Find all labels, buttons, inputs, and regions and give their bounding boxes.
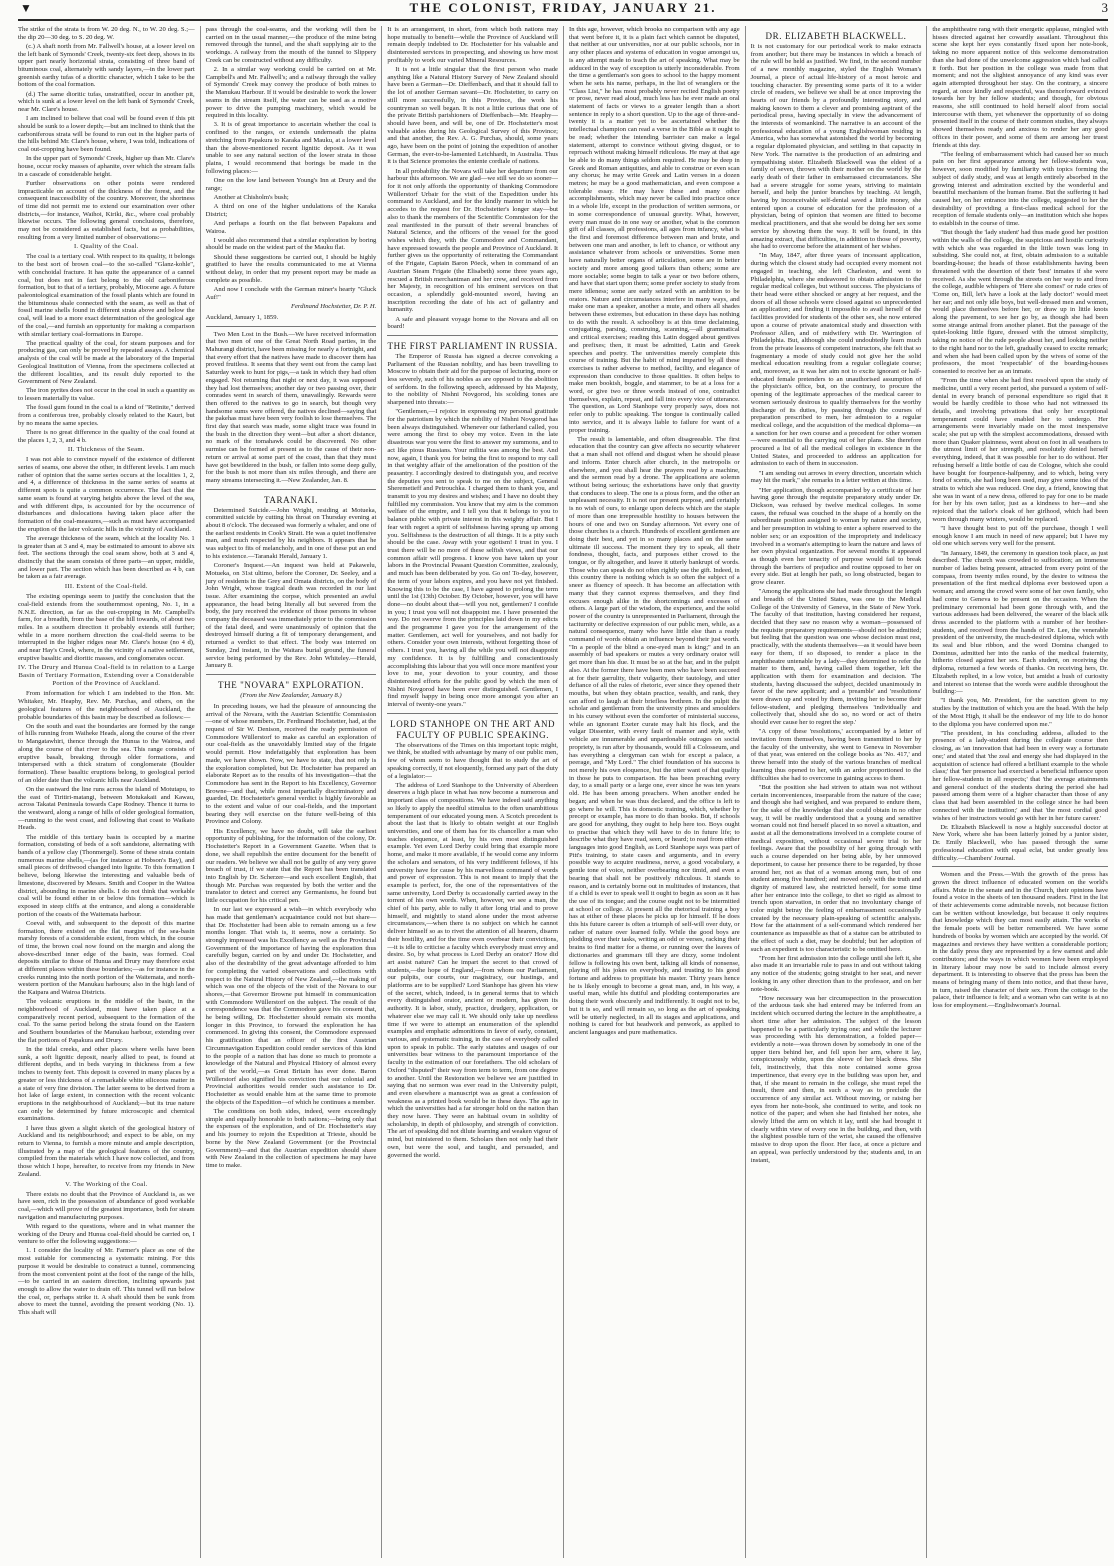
- column-5: [745, 26, 927, 1558]
- paragraph: "But the position she had striven to attain was not without certain inconveniences, inseparable from the nature of the case; and though she had weighed, and was prepared to endure them, for the sake of the knowledge that she could obtain in no other way, it will be readily understood that a young and sensitive woman could not find herself placed in so novel a situation, and assist at all the demonstrations involved in a complete course of medical exposition, without occasional severe trial to her feelings. Aware that the possibility of her going through with such a course depended on her being able, by her unmoved deportment, to cause her presence there to be regarded, by those around her, not as that of a woman among men, but of one student among five hundred; and moved only with the truth and dignity of matured law, she restricted herself, for some time after her entrance into the college, to diet so rigid as almost to trench upon starvation, in order that no involuntary change of color might betray the feeling of embarrassment occasionally created by the necessary plain-speaking of scientific analysis. How far the attainment of a self-command which rendered her countenance as impassible as that of a statue can be attributed to the effect of such a diet, may be doubtful; but her adoption of such an expedient is too characteristic to be omitted here.: [750, 783, 922, 953]
- paragraph: In this age, however, which brooks no comparison with any age that went before it, it is a plain fact which cannot be disputed, that neither at our universities, nor at our public schools, nor in any other places and systems of education in vogue amongst us, is any attempt made to teach the art of speaking. What may be adduced in the way of exception is utterly inconsiderable. From the time a gentleman's son goes to school to the happy moment when he sets his name, perhaps, in the list of wranglers or the "Class List," he has most probably never recited English poetry or prose, never read aloud, much less has he ever made an oral statement of facts or views to a greater length than a short sentence in reply to a short question. Up to the age of three-and-twenty it is a matter yet to be ascertained whether the intellectual champion can read a verse in the Bible as it ought to be read; whether the intending barrister can make a legal statement, attempt to convince without giving disgust, or to reproach without making himself ridiculous. He may at that age be able to do many things seldom required. He may be deep in Greek and Roman antiquities, and able to construe or even scan any chorus; he may write Greek and Latin verses in a dozen metres; he may be a good mathematician, and even compose a tolerable essay. He may have these and many other accomplishments, which may never be called into practice once in a whole life, except in the production of written sermons, or in some correspondence of unusual gravity. What, however, every man must do in one way or another, what is the common gift of all classes, all professions, all ages from infancy, what is the first and foremost difference between man and brute, and between one man and another, is left to chance, or without any assistance whatever from schools or universities. Some men have naturally better organs of articulation, some are in better society and more among good talkers than others; some are more sociable; some begin to talk a year or two before others, and have that start upon them; some prefer society to study from mere idleness; some are early seized with an ambition to be orators. Nature and circumstances interfere in many ways, and make one man a speaker, another a mute, and others all shades between these extremes, but education in these days has nothing to do with the result. A schoolboy is at this time declaiming, conjugating, parsing, construing, scanning,—all grammatical and critical exercises; reading this Latin dogged about gentives and prefixes; then, it must be admitted, Latin and Greek speeches and poetry. The universities merely complete this course of training. But the habit of mind imparted by all these exercises is rather adverse to method, facility, and elegance of expression than conducive to those qualities. It often helps to make men bookish, boggle, and stammer, to be at a loss for a word, or give two or three words instead of one, contradict themselves, explain, repeat, and fall into every vice of utterance. The question, as Lord Stanhope very properly says, does not refer only to public speaking. The tongue is continually called into service, and it is always liable to failure for want of a proper training.: [569, 26, 740, 434]
- article-heading: DR. ELIZABETH BLACKWELL.: [765, 31, 907, 41]
- paragraph: The conditions on both sides, indeed, were exceedingly simple and equally honorable to both nations;—being only that the expenses of the exploration, and of Dr. Hochstetter's stay and his journey to rejoin the Expedition at Trieste, should be borne by the New Zealand Government (or the Provincial Government)—and that the Austrian expedition should share with New Zealand in the collection of specimens he may have time to make.: [205, 1108, 377, 1169]
- column-6: [926, 26, 1108, 1558]
- paragraph: "In January, 1849, the ceremony in question took place, as just described. The church was crowded to suffocation; an immense number of ladies being present, attracted from every point of the compass, from twenty miles round, by the desire to witness the presentation of the first medical diploma ever bestowed upon a woman; and among the crowd were some of her own family, who had come to Geneva to be present on the occasion. When the preliminary ceremonial had been gone through with, and the various addresses had been delivered, the wearer of the black silk dress ascended to the platform with a number of her brother-students, and received from the hands of Dr. Lee, the venerable president of the university, the much-desired diploma, which with its seal and blue ribbon, and the word Domina changed to Dominus, admitted her into the ranks of the medical fraternity, hitherto closed against her sex. Each student, on receiving the diploma, returned a few words of thanks. On receiving hers, Dr. Elizabeth replied, in a low voice, but amidst a hush of curiosity and interest so intense that the words were audible throughout the building:—: [932, 549, 1108, 696]
- masthead: [18, 0, 1108, 18]
- paragraph: The existing openings seem to justify the conclusion that the coal-field extends from the southernmost opening, No. 1, in a N.N.E. direction, as far as the out-cropping in Mr. Campbell's farm, for a breadth, from the base of the hill towards, of about two miles. In a southern direction it probably extends still further; while in a more northern direction the coal-field seems to be interrupted in the higher ridges near Mr. Clare's house (no 4 d), and near Hay's Creek, where, in the vicinity of a native settlement, eruptive basaltic and dioritic masses, and conglomerates occur.: [18, 593, 195, 662]
- paragraph: One on the low land between Young's Inn at Drury and the range;: [205, 176, 377, 192]
- paragraph: The average thickness of the seam, which at the locality No. 1 is greater than at 3 and 4, may be estimated to amount to above six feet. The sections through the coal seam show, both at 3 and 4, distinctly that the seam consists of three parts—an upper, middle, and lower part. The section which has been described as 4 b, can be taken as a fair average.: [18, 534, 195, 581]
- paragraph: "Among the applications she had made throughout the length and breadth of the United States, was one to the Medical College of the University of Geneva, in the State of New York. The faculty of that institution, having considered her request, decided that they saw no reason why a woman—possessed of the requisite preparatory requirements—should not be admitted; but feeling that the question was one whose decision must rest, practically, with the students themselves—as it would have been easy for them, if so disposed, to render a place in the amphitheatre untenable by a lady—they determined to refer the matter to them, and, having called them together, left the application with them for examination and decision. The students, having discussed the subject, decided unanimously in favor of the new applicant; and a 'preamble' and 'resolutions' were drawn up and voted by them, inviting her to become their fellow-student, and pledging themselves 'individually and collectively that, should she do so, no word or act of theirs should ever cause her to regret the step.': [750, 588, 922, 727]
- paragraph: "From her first admission into the college until she left it, she also made it an invariable rule to pass in and out without taking any notice of the students; going straight to her seat, and never looking in any other direction than to the professor, and on her note-book.: [750, 954, 922, 993]
- paragraph: 1. I consider the locality of Mr. Farmer's place as one of the most suitable for commencing a systematic mining. For this purpose it would be desirable to construct a tunnel, commencing from the most convenient point at the foot of the range of the hills,—to be carried in an eastern direction, inclining upwards just enough to allow the water to drain off. This tunnel will run below the coal, or, perhaps strike it. A shaft should then be sunk from above to meet the tunnel, avoiding the present working (No. 1). This shaft will: [18, 1247, 195, 1317]
- section-divider: [387, 335, 558, 336]
- section-divider: [206, 326, 377, 327]
- paragraph: Another at Chisholm's bush;: [213, 193, 289, 201]
- paragraph: The strike of the strata is from W. 20 deg. N., to W. 20 deg. S.;—the dip 20—30 deg. to S. 20 deg. W.: [18, 26, 195, 41]
- column-2: [200, 26, 382, 1558]
- article-columns: [18, 26, 1108, 1558]
- column-3: [381, 26, 563, 1558]
- paragraph: "From the time when she had first resolved upon the study of medicine, until a very recent period, she pursued a system of self-denial in every branch of personal expenditure so rigid that it would be hardly credible to those who had not witnessed its details, and involving privations that only her exceptional temperament could have enabled her to undergo. Her arrangements were invariably made on the most inexpensive scale; she put up with the simplest accommodations, dressed with more than Quaker plainness, went about on foot in all weathers to the utmost limit of her strength, and resolutely denied herself everything, indeed, that it was possible for her to do without. Her refusing herself a little bottle of cau de Cologne, which she could have bought for fourpence-halfpenny, and to which, being very fond of scents, she had long been used, may give some idea of the straits to which she was reduced. One day, a friend, knowing that she was in want of a new dress, offered to pay for one to be made for her by his own tailor, just as a kindness to her—and she rejoiced that the tailor's cloak of her girlhood, which had been worn through many winters, would be replaced.: [932, 377, 1108, 523]
- paragraph: "Gentlemen,—I rejoice in expressing my personal gratitude for the patriotism by which the nobility of Nishni Novgorod has been always distinguished. Whenever our fatherland called, you were among the first to obey my voice. Even in the late disastrous war you were the first to answer my summons, and to act like pious Russians. Your militia was among the best. And now, again, I thank you for being the first to respond to my call in that weighty affair of the amelioration of the position of the peasantry. I accordingly desired to distinguish you, and receive the deputies you sent to speak to me on the subject, General Sheremetieff and Petrouchka. I charged them to thank you, and transmit to you my desires and wishes; and I have no doubt they fulfilled my commission. You know that my aim is the common welfare of the empire, and I tell you that it belongs to you to balance public with private interest in this weighty affair. But I fear with regret a spirit of selfishness having sprung up among you. Selfishness is the destruction of all things. It is a pity such should be the case. Away with your egotism! I trust in you. I trust there will be no more of these selfish views, and that our common affair will progress. I know you have taken up your labors in the Provincial Peasant Question Committee, zealously, and much has been deliberated by you. Go on! To-day, however, the term of your labors expires, and you have not yet finished. Knowing this to be the case, I have agreed to prolong the term until the 1st (13th) October. By October, however, you will have done—no doubt about that—will you not, gentlemen? I confide in you; I trust you will not disappoint me. I have presented the way. Do not swerve from the principles laid down in my edicts and the programme I gave you for the arrangement of the matter. Gentlemen, act well for yourselves, and not badly for others. Consider your own interests, without forgetting those of others. I trust you, having all the while you will not disappoint my confidence. It is by fulfilling and conscientiously accomplishing this labour that you will once more manifest your love to me, your devotion to your country, and those disinterested efforts for the public good by which the men of Nishni Novgorod have been ever distinguished. Gentlemen, I find myself happy in being once more amongst you after an interval of twenty-one years.": [387, 408, 558, 709]
- section-label: I. Quality of the Coal.: [73, 243, 139, 251]
- paragraph: The Emperor of Russia has signed a decree convoking a Parliament of the Russian nobility, and has been travelling to Moscow to obtain their aid for the purpose of lecturing, more or less severely, such of his nobles as are opposed to the abolition of serfdom. In the following speech, addressed by his Majesty, to the nobility of Nishni Novgorod, his scolding tones are sharpened into threats:—: [387, 352, 558, 407]
- paragraph: (d.) The same dioritic tufas, unstratified, occur in another pit, which is sunk at a lower level on the left bank of Symonds' Creek, near Mr. Clare's house.: [18, 90, 195, 114]
- paragraph: His Excellency, we have no doubt, will take the earliest opportunity of publishing, for the information of the colony, Dr. Hochstetter's Report in a Government Gazette. When that is done, we shall republish the entire document for the benefit of our readers. We believe we shall not be guilty of any very grave breach of trust, if we state that the Report has been translated into English by Dr. Scherzer—and such excellent English, that though Mr. Purchas was requested by both the writer and the translator to detect and correct any Germanisms, he found but little occupation for his critical pen.: [205, 827, 377, 905]
- paragraph: There exists no doubt that the Province of Auckland is, as we have seen, rich in the possession of abundance of good workable coal,—which will prove of the greatest importance, both for steam navigation and manufacturing purposes.: [18, 1190, 195, 1221]
- section-divider: [206, 674, 377, 675]
- paragraph: Dr. Elizabeth Blackwell is now a highly successful doctor at New York, where she has been latterly joined by a junior sister, Dr. Emily Blackwell, who has passed through the same professional education with equal eclat, but under greatly less difficulty.—Chambers' Journal.: [932, 823, 1108, 862]
- paragraph: On the south and east the boundaries are formed by the range of hills running from Waiheke Heads, along the course of the river to Mangatawhiri, thence through the Hunua to the Wairoa, and along the course of that river to the sea. This range consists of eruptive basalt, breaking through older formations, and interspersed with a thick stratum of conglomerate (Boulder formation). These basaltic eruptions belong, to geological period of an older date than the volcanic hills near Auckland.: [18, 722, 195, 784]
- paragraph: "Her application, though accompanied by a certificate of her having gone through the requisite preparatory study under Dr. Dickson, was refused by twelve medical colleges. In some cases, the refusal was couched in the shape of a homily on the subordinate position assigned to woman by nature and society, and her presumption in wishing to enter a sphere reserved to the nobler sex; or an exposition of the impropriety and indelicacy involved in a woman's attempting to learn the nature and laws of her own physical organization. For several months it appeared as though even her tenacity of purpose would fail to break through the barriers of prejudice and routine opposed to her on every side. But at length her path, so long obstructed, began to grow clearer.: [750, 486, 922, 587]
- paragraph: "In May, 1847, after three years of incessant application, during which the closest study had occupied every moment not engaged in teaching, she left Charleston, and went to Philadelphia, where she endeavored to obtain admission to the regular medical colleges, but without success. The physicians of their head were either shocked or angry at her request, and the doors of all those schools were closed against so unprecedented an application; and finding it impossible to avail herself of the facilities provided for students of the other sex, she now entered upon a course of private anatomical study and dissection with Professor Allen, and of midwifery with Dr. Warrington of Philadelphia. But, although she could undoubtedly learn much from the private lessons of competent instructors, she felt that so fragmentary a mode of study could not give her the solid medical education resulting from a regular collegiate course; and, moreover, as it was her aim not to excite ignorant or half-educated female pretenders to an unauthorised assumption of the physician's office, but, on the contrary, to procure the opening of the legitimate approaches of the medical career to women seriously desirous to qualify themselves for the worthy discharge of its duties, by passing through the courses of preparation prescribed to men, her admission to a regular medical college, and the acquisition of the medical diploma—as a sanction for her own course and a precedent for other women—were essential to the carrying out of her plans. She therefore procured a list of all the medical colleges in existence in the United States, and proceeded to address an application for admission to each of them in succession.: [750, 252, 922, 468]
- paragraph: And now I conclude with the German miner's hearty "Gluck Auf!": [205, 286, 377, 301]
- page-number: 3: [1101, 0, 1108, 15]
- paragraph: In the upper part of Symonds' Creek, higher up than Mr. Clare's house, occur rocky masses of aphanite, over which the stream falls in a cascade of considerable height.: [18, 155, 195, 178]
- section-divider: [206, 489, 377, 490]
- paragraph: The observations of the Times on this important topic might, we think, be studied with advantage by many of our public men, few of whom seem to have thought that to study the art of speaking correctly, if not eloquently, formed any part of the duty of a legislator:—: [387, 741, 558, 780]
- corner-mark: ▼: [20, 1, 31, 15]
- paragraph: 2. In a similar way working could be carried on at Mr. Campbell's and Mr. Fallwell's; and a railway through the valley of Symonds' Creek may convey the produce of both mines to the Manukau Harbour. If it would be desirable to work the lower seams in the stream itself, the water can be used as a motive power to drive the pumping machinery, which would be required in this locality.: [205, 66, 377, 120]
- paragraph: On the eastward the line runs across the island of Motutapu, to the east of Tiritiri-matangi, between Motukakaii and Kawau, across Takatai Peninsula towards Cape Rodney. Thence it turns to the westward, along a range of hills of older geological formation,—running to the west coast, and following that coast to Waikato Heads.: [18, 785, 195, 832]
- paragraph: Further observations on other points were rendered impracticable on account of the thickness of the forest, and the consequent inaccessibility of the country. Moreover, the shortness of time did not permit me to extend our examination over other districts,—for instance, Waihoi, Kiriki, &c., where coal probably likewise occurs. The following general conclusions, therefore, may not be considered as established facts, but as probabilities, resulting from a very limited number of observations:—: [18, 179, 195, 241]
- paragraph: Women and the Press.—With the growth of the press has grown the direct influence of educated women on the world's affairs. Mute in the senate and in the Church, their opinions have found a voice in the sheets of ten thousand readers. First in the list of their achievements come admirable novels, not because fiction can be written without knowledge, but because it only requires that knowledge which they can most easily attain. The works of the female poets will be better remembered. We have some hundreds of books by women which are accepted by the world. Of magazines and reviews they have written a considerable portion; in the daily press they are represented by a few earnest and able contributors; and the ways in which women have been employed in literary labour may now be said to include almost every department. It is interesting to observe that the press has been the means of bringing many of them into notice, and that these have, in turn, raised the character of their sex. From the cottage to the palace, their influence is felt; and a woman who can write is at no loss for employment.—Englishwoman's Journal.: [932, 871, 1108, 1010]
- paragraph: In all probability the Novara will take her departure from our harbour this afternoon. We are glad—we still we do so sooner—for it not only affords the opportunity of thanking Commodore Wüllerstorf Urbair for the visit of the Expedition under his command to Auckland, and for the kindly manner in which he accedes to the request for Dr. Hochstetter's longer stay—but also to thank the members of the Scientific Commission for the zeal manifested in the pursuit of their several branches of Natural Science, and the officers of the vessel for the good wishes which they, with the Commodore and Commandant, have expressed towards the people and Province of Auckland. It further gives us the opportunity of reiterating the Commandant of the Frigate, Captain Baron Pöeck, when in command of an Austrian Steam Frigate (the Elisabeth) some three years ago, rescued a British merchantman and her crew, and received from her Majesty, in recognition of his eminent services on that occasion, a splendidly gold-mounted sword, having an inscription recording the date of his act of gallantry and humanity.: [387, 167, 558, 314]
- paragraph: From information for which I am indebted to the Hon. Mr. Whitaker, Mr. Heaphy, Rev. Mr. Purchas, and others, on the geological features of the neighbourhood of Auckland, the probable boundaries of this basin may be described as follows:—: [18, 690, 195, 721]
- paragraph: "But though the 'lady student' had thus made good her position within the walls of the college, the suspicious and hostile curiosity with which she was regarded in the little town was long in subsiding. She could not, at first, obtain admission to a suitable boarding-house; the heads of those establishments having been threatened with the desertion of their 'best' inmates if she were received. As she went through the streets on her way to and from the college, audible whispers of 'Here she comes!' or rude cries of 'Come on, Bill, let's have a look at the lady doctor!' would meet her ear; and not only idle boys, but well-dressed men and women, would place themselves before her, or draw up in little knots along the pavement, to see her go by, as though she had been some strange animal from another planet. But the passage of the quiet-looking little figure, dressed with the utmost simplicity, taking no notice of the rude people about her, and looking neither to the right hand nor to the left, gradually ceased to excite remark; and when she had been called upon by the wives of some of the professors, the most 'respectable' of the boarding-houses consented to receive her as an inmate.: [932, 229, 1108, 375]
- paragraph: pass through the coal-seams, and the working will then be carried on in the usual manner,—the produce of the mine being removed through the tunnel, and the shaft supplying air to the workings. A railway from the mouth of the tunnel to Slippery Creek can be constructed without any difficulty.: [205, 26, 377, 64]
- paragraph: It is not customary for our periodical work to make extracts from another; but there may be instances in which a breach of the rule will be held as justified. We find, in the second number of a new monthly magazine, styled the English Woman's Journal, a piece of actual life-history of a most heroic and touching character. By presenting some parts of it to a wider circle of readers, we believe we shall be at once improving the hearts of our friends by a profoundly interesting story, and making known to them a clever and promising aspirant of the periodical press, having specially in view the advancement of the interests of womankind. The narrative is an account of the professional education of a young Englishwoman residing in America, who has somewhat astonished the world by becoming a regular diplomated physician, and settling in that capacity in New York. The narrative is the production of an admiring and sympathising sister. Elizabeth Blackwell was the eldest of a family of seven, thrown with their mother on the world by the early death of their father in embarrassed circumstances. She had a severe struggle for some years, striving to maintain herself, and help the junior branches by teaching. At length, having by inconceivable self-denial saved a little money, she entered upon a course of education for the profession of a physician, being of opinion that women are fitted to become medical practitioners, and that she would be doing her sex some service by showing them the way. It will be found, in this amazing extract, that difficulties, in addition to those of poverty, she had to overcome before the attainment of her wishes.: [750, 43, 922, 251]
- column-4: [563, 26, 745, 1558]
- paragraph: It is an arrangement, in short, from which both nations may hope mutually to benefit—while the Province of Auckland will remain deeply indebted to Dr. Hochstetter for his valuable and disinterested services in prospecting, and showing us how most profitably to work our varied Mineral Resources.: [387, 26, 558, 64]
- paragraph: I was not able to convince myself of the existence of different series of seams, one above the other, in different levels. I am much rather of opinion that the same series occurs at the localities 1, 2, and 4, a difference of thickness in the same series of seams at different spots is quite a common occurrence. The fact that the same seam is found at varying heights above the level of the sea, and with different dips, is accounted for by the occurrence of disturbances and dislocations having taken place after the formation of the coal-measures,—such as must have accompanied the eruption of the later volcanic hills in the vicinity of Auckland.: [18, 456, 195, 533]
- paragraph: the amphitheatre rang with their energetic applause, mingled with hisses directed against her cowardly assailant. Throughout this scene she kept her eyes constantly fixed upon her note-book, taking no more apparent notice of this welcome demonstration than she had done of the unwelcome aggression which had called it forth. But her position in the college was made from that moment; and not the slightest annoyance of any kind was ever again attempted throughout her stay. On the contrary, a sincere regard, at once kindly and respectful, was thenceforward evinced towards her by her fellow students; and though, for obvious reasons, she still continued to hold herself aloof from social intercourse with them, yet whenever the opportunity of so doing presented itself in the course of their common studies, they always showed themselves ready and anxious to render her any good offices in their power, and some of them are among her truest friends at this day.: [932, 26, 1108, 149]
- author-signature: Ferdinand Hochstetter, Dr. P. H.: [290, 302, 377, 310]
- article-heading: LORD STANHOPE ON THE ART AND FACULTY OF PUBLIC SPEAKING.: [390, 718, 556, 740]
- paragraph: In our last we expressed a wish—in which everybody who has made that gentleman's acquaintance could not but share—that Dr. Hochstetter had been able to remain among us a few months longer. That wish is, it seems, now a certainty. So strongly impressed was his Excellency as well as the Provincial Government of the importance of having the exploration thus carefully begun, carried on by and under Dr. Hochstetter, and also of the desirability of the great advantage afforded to him for completing the varied observations and collections with respect to the Natural History of New Zealand,—the making of which was one of the objects of the visit of the Novara to our shores,—that Governor Browne put himself in communication with Commodore Wüllerstorf on the subject. The result of the correspondence was that the Commodore gave his consent that, he being willing, Dr. Hochstetter should remain six months longer in this Province, to forward the exploration he has commenced. In giving this consent, the Commodore expressed his gratification that an officer of the first Austrian Circumnavigation Expedition could render services of this kind to the people of a nation that has done so much to promote a knowledge of the Natural and Physical History of almost every part of the world,—as Great Britain has ever done. Baron Wüllerstorf also signified his conviction that our colonial and Provincial authorities would render such assistance to Dr. Hochstetter as would enable him at the same time to promote the objects of the Expedition—of which he continues a member.: [205, 906, 377, 1106]
- column-1: [18, 26, 200, 1558]
- paragraph: The fossil gum found in the coal is a kind of "Retinite," derived from a coniferous tree, probably closely related to the Kauri, but by no means the same species.: [18, 404, 195, 427]
- section-label: IV. The Drury and Hunua Coal-field is in relation to a Large Basin of Tertiary Formation, Extending over a Considerable Portion of the Province of Auckland.: [18, 664, 195, 688]
- paragraph: In preceding issues, we had the pleasure of announcing the arrival of the Novara, with the Austrian Scientific Commission—one of whose members, Dr. Ferdinand Hochstetter, had, at the request of Sir W. Denison, received the ready permission of Commodore Wüllerstorf to make as careful an exploration of our coal-fields as the unavoidably limited stay of the frigate would permit. How indefatigably that exploration has been made, we have shown. Now, we have to state, that not only is the exploration completed, but Dr. Hochstetter has prepared an elaborate Report as to the results of his investigation—that the Commodore has sent in the Report to his Excellency, Governor Browne—and that, while most impartially discriminatory and guarded, Dr. Hochstetter's general verdict is highly favorable as to the extent and value of our coal-fields, and the important bearing they will exercise on the future well-being of this Province and Colony.: [205, 702, 377, 826]
- paragraph: And perhaps a fourth on the flat between Papakura and Wairoa.: [205, 219, 377, 235]
- paragraph: The practical quality of the coal, for steam purposes and for producing gas, can only be proved by repeated assays. A chemical analysis of the coal will be made at the laboratory of the Imperial Geological Institution of Vienna, from the specimens collected at the different localities, and its result duly reported to the Government of New Zealand.: [18, 339, 195, 386]
- article-heading: THE "NOVARA" EXPLORATION.: [218, 679, 364, 690]
- header-rule: [18, 19, 1108, 21]
- paragraph: "I am sending out arrows in every direction, uncertain which may hit the mark," she remarks in a letter written at this time.: [750, 469, 922, 485]
- paragraph: A third on one of the higher undulations of the Karaka District;: [205, 202, 377, 218]
- paragraph: Determined Suicide.—John Wright, residing at Motueka, committed suicide by cutting his throat on Thursday evening at about 8 o'clock. The deceased was formerly a whaler, and one of the earliest residents in Cook's Strait. He was a quiet inoffensive man, and much respected by his neighbors. It appears that he was subject to fits of melancholy, and in one of these put an end to his existence.—Taranaki Herald, January 1.: [205, 506, 377, 560]
- paragraph: The middle of this tertiary basin is occupied by a marine formation, consisting of beds of a soft sandstone, alternating with bands of a yellow clay (Thonmergel). Some of these strata contain numerous marine shells,—(as for instance at Hobson's Bay), and small pieces of driftwood changed into lignite. To this formation I believe, belong likewise the interesting and valuable beds of limestone, discovered by Messrs. Smith and Cooper in the Waitoa district, abounding in marine shells. I do not think that workable coal will be found either in or below this formation—which is exposed in steep cliffs at the entrance, and along a considerable portion of the coasts of the Waitemata harbour.: [18, 833, 195, 918]
- paragraph: "I have thought best to put off the purchase, though I well enough know I am much in need of new apparel; but I have my old one which serves very well for the present.: [932, 525, 1108, 548]
- paragraph: Two Men Lost in the Bush.—We have received information that two men of one of the Great North Road parties, in the Mahurangi district, have been missing for nearly a fortnight, and that every effort that the natives have made to discover them has proved fruitless. It seems that they went out from the camp last Saturday week to hunt for pigs,—a task in which they had often engaged. Not returning that night or next day, it was supposed they had lost themselves; another day or two passing over, their comrades went in search of them, unavailingly. Rewards were then offered to the natives to go in search, but though very handsome sums were offered, the natives declined—saying that the pakehas must have been very foolish to lose themselves. The first day that search was made, some slight trace was found in the bush in the direction they went—but after a short distance, no mark of the tomahawk could be discovered. No other surmise can be formed at present as to the cause of their non-return or arrival at some part of the coast, than that they must have got bewildered in the bush, or fallen into some deep gully, for the bush is not more than six miles through, and there are many streams intersecting it.—New Zealander, Jan. 8.: [205, 330, 377, 484]
- paragraph: It is not a little singular that the first person who made anything like a Natural History Survey of New Zealand should have been a German—Dr. Dieffenbach, and that it should fall to the lot of another German savant—Dr. Hochstetter, to carry on still more successfully, in this Province, the work his countryman so well began. It is not a little curious that one of the private British parishioners of Dieffenbach—Mr. Heaphy—should have been, and will be, one of Dr. Hochstetter's most valuable aides during his Geological Survey of this Province; and that another, the Rev. A. G. Purchas, should, some years ago, have been on the point of joining the expedition of another German, the ever-to-be-lamented Leichhardt, in Australia. Thus it is that Science promotes the entente cordiale of nations.: [387, 66, 558, 166]
- paragraph: "A copy of these 'resolutions,' accompanied by a letter of invitation from themselves, having been transmitted to her by the faculty of the university, she went to Geneva in November of that year, was entered on the college books as 'No. 417,' and threw herself into the study of the various branches of medical learning thus opened to her, with an ardor proportioned to the difficulties she had to overcome in gaining access to them.: [750, 728, 922, 782]
- paragraph: 3. It is of great importance to ascertain whether the coal is confined to the ranges, or extends underneath the plains stretching from Papakura to Karaka and Mauku, at a lower level than the above-mentioned recent lignitic deposit. As it was unable to see any natural section of the lower strata in those plains, I would recommend that borings be made in the following places:—: [205, 121, 377, 175]
- article-heading: TARANAKI.: [264, 494, 318, 505]
- paragraph: Coroner's Inquest.—An inquest was held at Pakawelu, Motueka, on 31st ultimo, before the Coroner, Dr. Seeley, and a jury of residents in the Grey and Omata districts, on the body of John Wright, whose tragical death was recorded in our last issue. After examining the corpse, which presented an awful appearance, the head being literally all but severed from the body, the jury received the evidence of those persons in whose company the deceased was immediately prior to the commission of the fatal deed, and were unanimously of opinion that the destroyed himself during a fit of temporary derangement, and returned a verdict to that effect. The body was interred on Sunday, 2nd instant, in the Waitara burial ground, the funeral service being performed by the Rev. John Whiteley.—Herald, January 8.: [205, 562, 377, 670]
- paragraph: "The feeling of embarrassment which had caused her so much pain on her first appearance among her fellow-students was, however, soon modified by familiarity with topics forming the subject of daily study, and was at length entirely absorbed in the growing interest and admiration excited by the wonderful and beautiful mechanism of the human frame. But the suffering it had caused her, on her entrance into the college, suggested to her the desirability of providing a first-class medical school for the reception of female students only—an institution which she hopes to establish in the course of time.: [932, 150, 1108, 228]
- section-divider: [387, 713, 558, 714]
- section-label: III. Extent of the Coal-field.: [64, 583, 148, 591]
- paragraph: Coeval with, and subsequent to the deposit of this marine formation, there existed on the flat margins of the sea-basin marshy forests of a considerable extent, from which, in the course of time, the brown coal now found on the margin and along the above-described inner edge of the basin, was formed. Coal deposits similar to those of Hunua and Drury may therefore exist at different places within these boundaries;—as for instance in the creeks running into the north portion of the Waitemata, and north-western portion of the Manukau harbours; also in the high land of the Kaipara and Wairoa Districts.: [18, 919, 195, 997]
- paragraph: There is no great difference in the quality of the coal found at the places 1, 2, 3, and 4 b.: [18, 428, 195, 444]
- paragraph: The volcanic eruptions in the middle of the basin, in the neighbourhood of Auckland, must have taken place at a comparatively recent period, subsequent to the formation of the coal. To the same period belong the strata found on the Eastern and Southern boundaries of the Manukau harbour, extending over the flat portions of Papakura and Drury.: [18, 998, 195, 1044]
- paragraph: In the tidal creeks, and other places where wells have been sunk, a soft lignitic deposit, nearly allied to peat, is found at different depths, and in beds varying in thickness from a few inches to twenty feet. This deposit is covered in many places by a greater or less thickness of a remarkable white siliceous matter in a state of very fine division. The latter seems to be derived from a hot lake of large extent, in connection with the recent volcanic eruptions in the neighbourhood of Auckland;—but its true nature can only be determined by future microscopic and chemical examinations.: [18, 1046, 195, 1123]
- paragraph: With regard to the questions, where and in what manner the working of the Drury and Hunua coal-field should be carried on, I venture to offer the following suggestions:—: [18, 1222, 195, 1246]
- paragraph: Should these suggestions be carried out, I should be highly gratified to have the results communicated to me at Vienna without delay, in order that my present report may be made as complete as possible.: [205, 253, 377, 284]
- section-label: V. The Working of the Coal.: [65, 1180, 148, 1188]
- paragraph: "How necessary was her circumspection in the prosecution of the arduous task she had entered may be inferred from an incident which occurred during the lecture in the amphitheatre, a short time after her admission. The subject of the lesson happened to be a particularly trying one; and while the lecturer was proceeding with his demonstration, a folded paper—evidently a note—was thrown down by somebody in one of the upper tiers behind her, and fell upon her arm, where it lay, conspicuously white, upon the sleeve of her black dress. She felt, instinctively, that this note contained some gross impertinence, that every eye in the building was upon her, and that, if she meant to remain in the college, she must repel the insult, there and then, in such a way as to preclude the occurrence of any similar act. Without moving, or raising her eyes from her note-book, she continued to write, and took no notice of the paper; and when she had finished her notes, she slowly lifted the arm on which it lay, until she had brought it clearly within view of every one in the building, and then, with the slightest possible turn of the wrist, she caused the offensive missive to drop upon the floor. Her face, at once a picture and an appeal, was perfectly understood by the; students and, in an instant,: [750, 994, 922, 1164]
- paragraph: I have thus given a slight sketch of the geological history of Auckland and its neighbourhood; and expect to be able, on my return to Vienna, to furnish a more minute and ample description, illustrated by a map of the geological features of the country, compiled from the materials which I have now collected, and from those which I hope, hereafter, to receive from my friends in New Zealand.: [18, 1124, 195, 1178]
- paragraph: I am inclined to believe that coal will be found even if this pit should be sunk to a lower depth;—but am inclined to think that the carboniferous strata will be found to run out in the higher parts of the hills behind Mr. Clare's house, where, I was told, indications of coal out-cropping have been found.: [18, 115, 195, 154]
- paragraph: The address of Lord Stanhope to the University of Aberdeen deserves a high place in what has now become a numerous and important class of compositions. We have indeed said anything so likely to apply the needful stimulus to the often unambitious temperament of our educated young men. A Scotch precedent is about the last that is likely to obtain weight at our English universities, and one of them has for its chancellor a man who teaches eloquence, at least, by his own most distinguished example. Yet even Lord Derby could bring that example more home, and make it more available, if he would come any inform the scholars and senators, of his very indifferent fellows, if his university have for cause by his marvellous command of words and power of expression. This is not meant to imply that the example is perfect, for, the one of the representatives of the same university, Lord Derby is occasionally carried away in the torrent of his own words. When, however, we see a man, the chief of his party, able to rally it after long trial and to prove himself, and mightily to stand alone under the most adverse circumstances,—when there is no subject on which he cannot deliver himself so as to rivet the attention of all hearers, disarm their hostility, and for the time even overbear their convictions,—it is idle to criticise a faculty which everybody must envy and desire. So, by what process is Lord Derby an orator? How did art assist nature? Can he impart the secret to that crowd of students,—the hope of England,—from whom our Parliament, our pulpits, our courts, our magistracy, our hustings, and platforms are to be supplied? Lord Stanhope has given his view of the secret, which, indeed, is in general terms that to which every distinguished orator, ancient or modern, has given its authority. It is labor, study, practice, drudgery, application, or whatever else we may call it. We should only take up needless time if we were to attempt an enumeration of the splendid examples and emphatic admonitions in favor of early, constant, various, and systematic training, in the case of everybody called upon to speak in public. The early statutes and usages of our universities bear witness to the paramount importance of the faculty in the estimation of our forefathers. The old scholars of Oxford "disputed" their way from term to term, from one degree to another. Until the Restoration we believe we are justified in saying that no sermon was ever read in the University pulpit, and even elsewhere a manuscript was as great a confession of weakness as a printed book would be in these days. The age in which the universities had a far stronger hold on the nation than they now have. They were an habitual ovum in solidity of scholarship, in depth of philosophy, and strength of conviction. The art of speaking did not dilute learning and weaken vigour of mind, but ministered to them. Scholars then not only had their own, but were the soul, and taught, and persuaded, and governed the world.: [387, 781, 558, 1159]
- paragraph: Auckland, January 1, 1859.: [205, 313, 279, 321]
- article-heading: THE FIRST PARLIAMENT IN RUSSIA.: [387, 340, 558, 351]
- paragraph: The iron pyrites does not occur in the coal in such a quantity as to lessen materially its value.: [18, 387, 195, 403]
- running-head: THE COLONIST, FRIDAY, JANUARY 21.: [409, 0, 717, 15]
- article-source-line: (From the New Zealander, January 8.): [240, 691, 342, 699]
- paragraph: "The president, in his concluding address, alluded to the presence of a lady-student during the collegiate course then closing, as 'an innovation that had been in every way a fortunate one;' and stated that 'the zeal and energy she had displayed in the acquisition of science had offered a brilliant example to the whole class;' that 'her presence had exercised a beneficial influence upon her fellow-students in all respects;' that 'the average attainments and general conduct of the students during the period she had passed among them were of a higher character than those of any class that had been assembled in the college since he had been connected with the institution;' and that 'the most cordial good wishes of her instructors would go with her in her future career.': [932, 729, 1108, 822]
- paragraph: The coal is a tertiary coal. With respect to its quality, it belongs to the best sort of brown coal—to the so-called "Glanz-kohle", with conchoidal fracture. It has quite the appearance of a cannel coal, but does not in fact belong to the old carboniferous formation, but to that of a tertiary, probably, Miocene age. A future paleontological examination of the fossil plants which are found in the bituminous shale connected with the seam, as well as that of fossil marine shells found in different strata above and below the coal, will lead to a more exact determination of the geological age of the coal,—and furnish an opportunity for making a comparison with similar tertiary coal-formations in Europe.: [18, 253, 195, 338]
- paragraph: The result is lamentable, and often disagreeable. The first education that the country can give affects no security whatever that a man shall not offend and disgust when he should please and inform. Enter church after church, in the metropolis or elsewhere, and you shall hear the prayers read by a machine, and the sermon read by a drone. The applications are solemn without being serious; the exhortations have only that gravity that conduces to sleep. The one is a pious form, and the other an unpleasant necessity. It is not our present purpose, and certainly is no wish of ours, to enlarge upon defects which are the staple of more than one irrepressible hostility to houses between the hours of one and two on Sunday afternoon. Yet every one of those churches is a church. Hundreds of excellent gentlemen are doing their best, and yet in so many places and on the same ultimate ill success. The moment they try to speak, all their fondness, thought, facts, and purposes either crowd to the tongue, or fly altogether, and leave it utterly bankrupt of words. Those who can speak do not often rightly use the gift. Indeed, in this country there is nothing which is so often the subject of a sneer as fluency of speech. It has become an affectation with many that they cannot express themselves, and they find excuses enough alike in the shortcomings and excesses of others. A large part of the wisdom, the experience, and the solid power of the country is unrepresented in Parliament, through the taciturnity or defective expression of our public men, while, as a natural consequence, many who have little else than a ready command of words obtain an influence beyond their just worth. "In a people of the blind a one-eyed man is king;" and in an assembly of bad speakers or mutes a very ordinary orator will get more than his due. It must be so at the bar, and in the pulpit also. At the former there have been men who have been succeed at for their garrulity, their vulgarity, their tautology, and utter defiance of all the rules of rhetoric, ever since they opened their mouths, but when they obtain practice, wealth, and rank, they can afford to laugh at their briefless brethren. In the pulpit the scholar and gentleman from the university pines and smoulders in his cursey without even the comforter of ministerial success, while an ignorant Exeter curate may halt his flock, and the vulgar Dissenter, with every fault of manner and style, with vehicle are innumerable and unpardonable outrages on social propriety, is run after by thousands, would fill a Colosseum, and has everything a clergyman can wish for except a palace, a peerage, and "My Lord." The chief foundation of his success is not merely his own eloquence, but the utter want of that quality in those he puts to comparison. He has been preaching every day, to a small party or a large one, ever since he was ten years old. He has been among preachers. When another ended he began; and when he was thus declared, and the office is left to go where he will. This is domestic training, which, whether by precept or example, has more to do than books. But, if schools are good for anything, they ought to help here too. Boys ought to practise that which they will have to do in future life; to describe what they have read, seen, or heard; to read from either languages into good English, as Lord Stanhope says was part of Pitt's training, to state cases and arguments, and in every possible way to acquire readiness, nerve, a good vocabulary, a gentle tone of voice, neither overbearing nor timid, and even a bearing that shall not be positively ridiculous. It stands to reason, and is certainly borne out in multitudes of instances, that if a child is ever to speak well it ought to begin as soon as it has the use of its tongue; and the course ought not to be intermitted at school or college. At present all the rhetorical training a boy has at either of these places he picks up for himself. If he does this his future career is often a triumph of self-will over duty, or rather of nature over learned folly. While the good boys are plodding over their tasks, writing an odd or verses, racking their brains to find matter for a theme, or running over the leaves of dictionaries and grammars till they are dizzy, some indolent fellow is following his own bent, talking all kinds of nonsense, playing off his jokes on everybody, and trusting to his good fortune and address to propitiate his master. Thirty years hence he is likely enough to become a great man, and, in his way, a useful man, while his dutiful and plodding contemporaries are doing their work obscurely and indifferently. It ought not to be, but it is so, and will remain so, so long as the art of speaking will be utterly neglected, in all its stages and applications, and nothing is cared for but headwork and penwork, as applied to ancient languages and pure mathematics.: [569, 435, 740, 1036]
- paragraph: "I thank you, Mr. President, for the sanction given to my studies by the institution of which you are the head. With the help of the Most High, it shall be the endeavor of my life to do honor to the diploma you have conferred upon me.": [932, 697, 1108, 728]
- paragraph: I would also recommend that a similar exploration by boring should be made on the widest part of the Mauku flat.: [205, 236, 377, 252]
- section-divider: [932, 866, 1108, 867]
- paragraph: A safe and pleasant voyage home to the Novara and all on board!: [387, 315, 558, 331]
- section-label: II. Thickness of the Seam.: [67, 446, 145, 454]
- paragraph: (c.) A shaft north from Mr. Fallwell's house, at a lower level on the left bank of Symonds' Creek, twenty-six feet deep, shows in its upper part nearly horizontal strata, consisting of three band of bituminous coal, alternately with sandy layers,—in the lower part greenish earthy tufas of a dioritic character, which I take to be the bottom of the coal formation.: [18, 42, 195, 89]
